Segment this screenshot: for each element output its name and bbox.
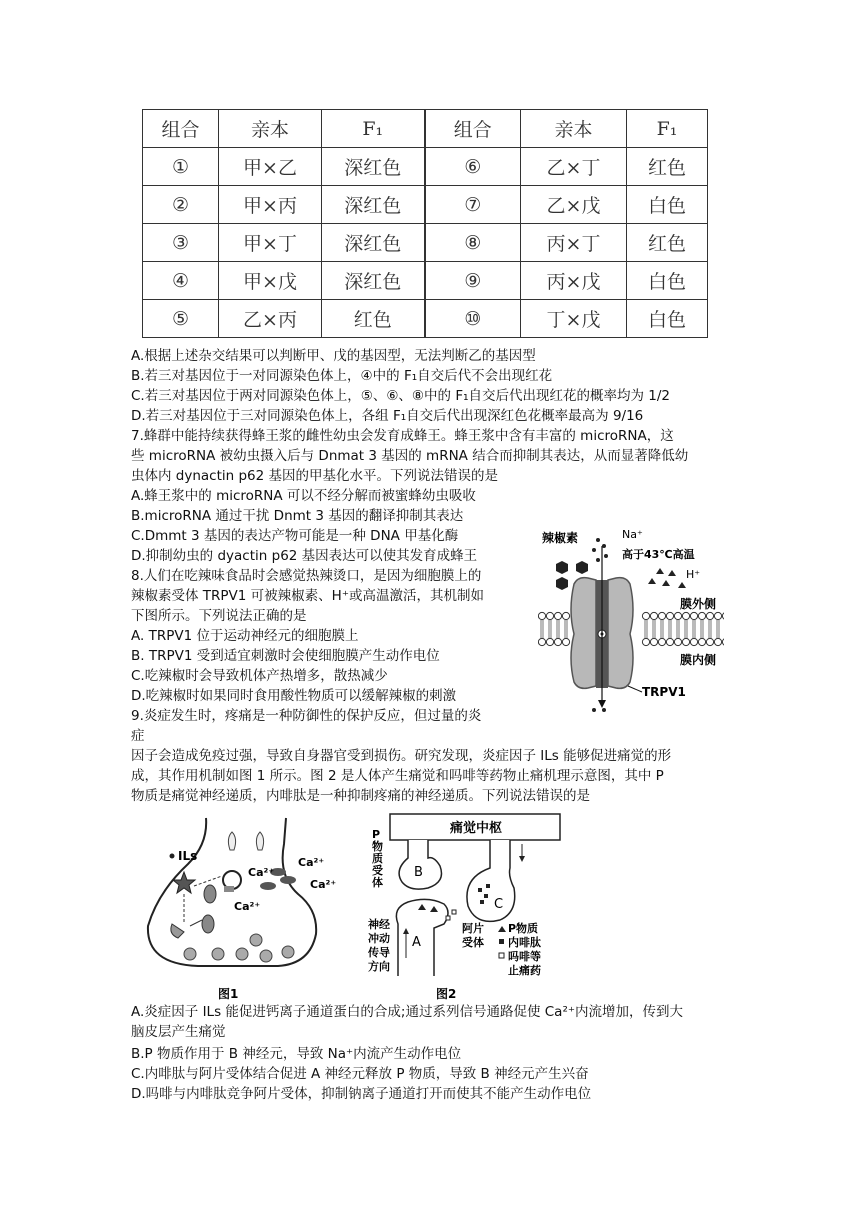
table-cell: 乙×丙 xyxy=(219,300,322,338)
lipid-head xyxy=(658,638,665,645)
table-cell: 深红色 xyxy=(322,186,425,224)
svg-text:神经: 神经 xyxy=(368,918,390,931)
svg-text:传导: 传导 xyxy=(368,946,390,959)
lipid-head xyxy=(674,612,681,619)
lipid-head xyxy=(562,638,569,645)
table-cell: 丙×戊 xyxy=(521,262,627,300)
proton-triangles xyxy=(648,568,686,588)
table-cell: 白色 xyxy=(627,300,708,338)
neuron-b-label: B xyxy=(414,865,423,880)
table-cell: ② xyxy=(143,186,219,224)
q9-stem-line-4: 成，其作用机制如图 1 所示。图 2 是人体产生痛觉和吗啡等药物止痛机理示意图，其中 P xyxy=(131,768,664,784)
table-cell: 深红色 xyxy=(322,262,425,300)
svg-text:内啡肽: 内啡肽 xyxy=(508,936,541,949)
q7-option-d: D.抑制幼虫的 dyactin p62 基因表达可以使其发育成蜂王 xyxy=(131,548,478,564)
neuron-a-label: A xyxy=(412,935,421,950)
table-header-cell: 组合 xyxy=(143,110,219,148)
high-temp-label: 高于43℃高温 xyxy=(622,548,695,561)
ca-label-1: Ca²⁺ xyxy=(298,856,325,869)
svg-text:吗啡等: 吗啡等 xyxy=(508,950,541,963)
q6-option-a: A.根据上述杂交结果可以判断甲、戊的基因型，无法判断乙的基因型 xyxy=(131,348,536,364)
table-cell: 丙×丁 xyxy=(521,224,627,262)
trpv1-channel-right xyxy=(608,578,633,689)
ca-label-3: Ca²⁺ xyxy=(310,878,337,891)
trpv1-channel-left xyxy=(571,578,596,689)
q9-option-a-cont: 脑皮层产生痛觉 xyxy=(131,1024,226,1040)
q7-stem-line-1: 7.蜂群中能持续获得蜂王浆的雌性幼虫会发育成蜂王。蜂王浆中含有丰富的 microRNA，这 xyxy=(131,428,674,444)
opioid-receptor-label xyxy=(462,921,484,949)
svg-text:P物质: P物质 xyxy=(508,922,539,935)
table-row xyxy=(143,300,708,338)
lipid-head xyxy=(666,612,673,619)
q9-option-b: B.P 物质作用于 B 神经元，导致 Na⁺内流产生动作电位 xyxy=(131,1046,462,1062)
table-row xyxy=(143,148,708,186)
lipid-head xyxy=(642,638,649,645)
fig2-caption: 图2 xyxy=(436,987,457,1001)
table-header-cell: 亲本 xyxy=(219,110,322,148)
q7-stem-line-3: 虫体内 dynactin p62 基因的甲基化水平。下列说法错误的是 xyxy=(131,468,499,484)
q8-option-c: C.吃辣椒时会导致机体产热增多，散热减少 xyxy=(131,668,388,684)
table-cell: 深红色 xyxy=(322,224,425,262)
svg-text:冲动: 冲动 xyxy=(368,932,390,945)
svg-text:受体: 受体 xyxy=(462,936,484,949)
lipid-head xyxy=(714,638,721,645)
lipid-head xyxy=(546,612,553,619)
ca-label-4: Ca²⁺ xyxy=(234,900,261,913)
lipid-head xyxy=(698,612,705,619)
lipid-head xyxy=(650,638,657,645)
q9-option-c: C.内啡肽与阿片受体结合促进 A 神经元释放 P 物质，导致 B 神经元产生兴奋 xyxy=(131,1066,589,1082)
lipid-head xyxy=(546,638,553,645)
table-cell: ⑨ xyxy=(425,262,521,300)
neuron-c-label: C xyxy=(494,897,504,912)
q8-option-d: D.吃辣椒时如果同时食用酸性物质可以缓解辣椒的刺激 xyxy=(131,688,457,704)
p-receptor-label xyxy=(372,828,384,889)
neuron-c xyxy=(467,840,515,921)
lipid-head xyxy=(658,612,665,619)
outside-label: 膜外侧 xyxy=(680,597,717,611)
table-cell: 红色 xyxy=(627,224,708,262)
table-cell: 甲×丁 xyxy=(219,224,322,262)
q7-stem-line-2: 些 microRNA 被幼虫摄入后与 Dnmat 3 基因的 mRNA 结合而抑制其表达，从而显著降低幼 xyxy=(131,448,689,464)
lipid-head xyxy=(706,638,713,645)
h-label: H⁺ xyxy=(686,568,701,581)
lipid-head xyxy=(554,612,561,619)
q8-option-a: A. TRPV1 位于运动神经元的细胞膜上 xyxy=(131,628,359,644)
table-cell: 甲×丙 xyxy=(219,186,322,224)
table-header-cell: F₁ xyxy=(627,110,708,148)
trpv1-figure xyxy=(538,528,724,714)
q9-stem-line-2: 症 xyxy=(131,728,145,744)
pain-center-label: 痛觉中枢 xyxy=(450,821,503,836)
table-header-cell: 亲本 xyxy=(521,110,627,148)
figure-1 xyxy=(138,814,350,1000)
table-cell: 白色 xyxy=(627,186,708,224)
table-cell: 红色 xyxy=(322,300,425,338)
svg-text:P: P xyxy=(372,828,381,841)
lipid-head xyxy=(554,638,561,645)
q9-option-d: D.吗啡与内啡肽竞争阿片受体，抑制钠离子通道打开而使其不能产生动作电位 xyxy=(131,1086,592,1102)
vesicles xyxy=(184,934,294,962)
lipid-head xyxy=(538,638,545,645)
table-row xyxy=(143,224,708,262)
lipid-head xyxy=(666,638,673,645)
q8-stem-line-3: 下图所示。下列说法正确的是 xyxy=(131,608,307,624)
q8-stem-line-1: 8.人们在吃辣味食品时会感觉热辣烫口，是因为细胞膜上的 xyxy=(131,568,482,584)
table-header-cell: F₁ xyxy=(322,110,425,148)
table-cell: 红色 xyxy=(627,148,708,186)
q8-stem-line-2: 辣椒素受体 TRPV1 可被辣椒素、H⁺或高温激活，其机制如 xyxy=(131,588,484,604)
lipid-head xyxy=(690,612,697,619)
neuron-a xyxy=(396,899,448,976)
table-cell: ⑤ xyxy=(143,300,219,338)
inside-label: 膜内侧 xyxy=(680,653,717,667)
lipid-head xyxy=(562,612,569,619)
table-cell: 乙×丁 xyxy=(521,148,627,186)
fig1-caption: 图1 xyxy=(218,987,239,1000)
svg-text:体: 体 xyxy=(372,876,383,889)
q7-option-a: A.蜂王浆中的 microRNA 可以不经分解而被蜜蜂幼虫吸收 xyxy=(131,488,476,504)
table-header-cell: 组合 xyxy=(425,110,521,148)
table-cell: 丁×戊 xyxy=(521,300,627,338)
q9-stem-line-1: 9.炎症发生时，疼痛是一种防御性的保护反应，但过量的炎 xyxy=(131,708,482,724)
ca-label-2: Ca²⁺ xyxy=(248,866,275,879)
q9-option-a: A.炎症因子 ILs 能促进钙离子通道蛋白的合成;通过系列信号通路促使 Ca²⁺内流增加，传到大 xyxy=(131,1004,683,1020)
svg-text:阿片: 阿片 xyxy=(462,922,484,935)
q7-option-b: B.microRNA 通过干扰 Dnmt 3 基因的翻译抑制其表达 xyxy=(131,508,464,524)
trpv1-label: TRPV1 xyxy=(642,685,686,699)
q8-option-b: B. TRPV1 受到适宜刺激时会使细胞膜产生动作电位 xyxy=(131,648,440,664)
table-cell: ④ xyxy=(143,262,219,300)
svg-text:受: 受 xyxy=(372,864,383,877)
table-cell: ③ xyxy=(143,224,219,262)
capsaicin-label: 辣椒素 xyxy=(542,531,579,545)
cross-results-table xyxy=(142,109,708,338)
table-cell: 白色 xyxy=(627,262,708,300)
lipid-head xyxy=(682,612,689,619)
svg-text:物: 物 xyxy=(372,840,383,853)
q7-option-c: C.Dmmt 3 基因的表达产物可能是一种 DNA 甲基化酶 xyxy=(131,528,459,544)
q9-stem-line-3: 因子会造成免疫过强，导致自身器官受到损伤。研究发现，炎症因子 ILs 能够促进痛觉的形 xyxy=(131,748,672,764)
figure-2 xyxy=(368,812,568,1002)
table-header-row xyxy=(143,110,708,148)
svg-text:止痛药: 止痛药 xyxy=(508,964,541,977)
svg-text:方向: 方向 xyxy=(368,960,390,973)
table-cell: ⑩ xyxy=(425,300,521,338)
table-row xyxy=(143,186,708,224)
lipid-head xyxy=(538,612,545,619)
lipid-head xyxy=(690,638,697,645)
table-cell: ⑥ xyxy=(425,148,521,186)
table-cell: ⑧ xyxy=(425,224,521,262)
impulse-label xyxy=(368,917,390,973)
q6-option-d: D.若三对基因位于三对同源染色体上，各组 F₁自交后代出现深红色花概率最高为 9/16 xyxy=(131,408,644,424)
q6-option-b: B.若三对基因位于一对同源染色体上，④中的 F₁自交后代不会出现红花 xyxy=(131,368,553,384)
table-cell: 甲×乙 xyxy=(219,148,322,186)
table-row xyxy=(143,262,708,300)
lipid-head xyxy=(674,638,681,645)
table-cell: 深红色 xyxy=(322,148,425,186)
q9-stem-line-5: 物质是痛觉神经递质，内啡肽是一种抑制疼痛的神经递质。下列说法错误的是 xyxy=(131,788,590,804)
ils-label: ILs xyxy=(178,849,198,863)
legend xyxy=(498,921,541,977)
q6-option-c: C.若三对基因位于两对同源染色体上，⑤、⑥、⑧中的 F₁自交后代出现红花的概率均为 1/2 xyxy=(131,388,671,404)
table-cell: ① xyxy=(143,148,219,186)
svg-text:质: 质 xyxy=(372,852,383,865)
lipid-head xyxy=(682,638,689,645)
lipid-head xyxy=(714,612,721,619)
na-label: Na⁺ xyxy=(622,528,643,541)
lipid-head xyxy=(642,612,649,619)
table-cell: 乙×戊 xyxy=(521,186,627,224)
table-cell: 甲×戊 xyxy=(219,262,322,300)
lipid-head xyxy=(706,612,713,619)
lipid-head xyxy=(698,638,705,645)
table-cell: ⑦ xyxy=(425,186,521,224)
lipid-head xyxy=(650,612,657,619)
